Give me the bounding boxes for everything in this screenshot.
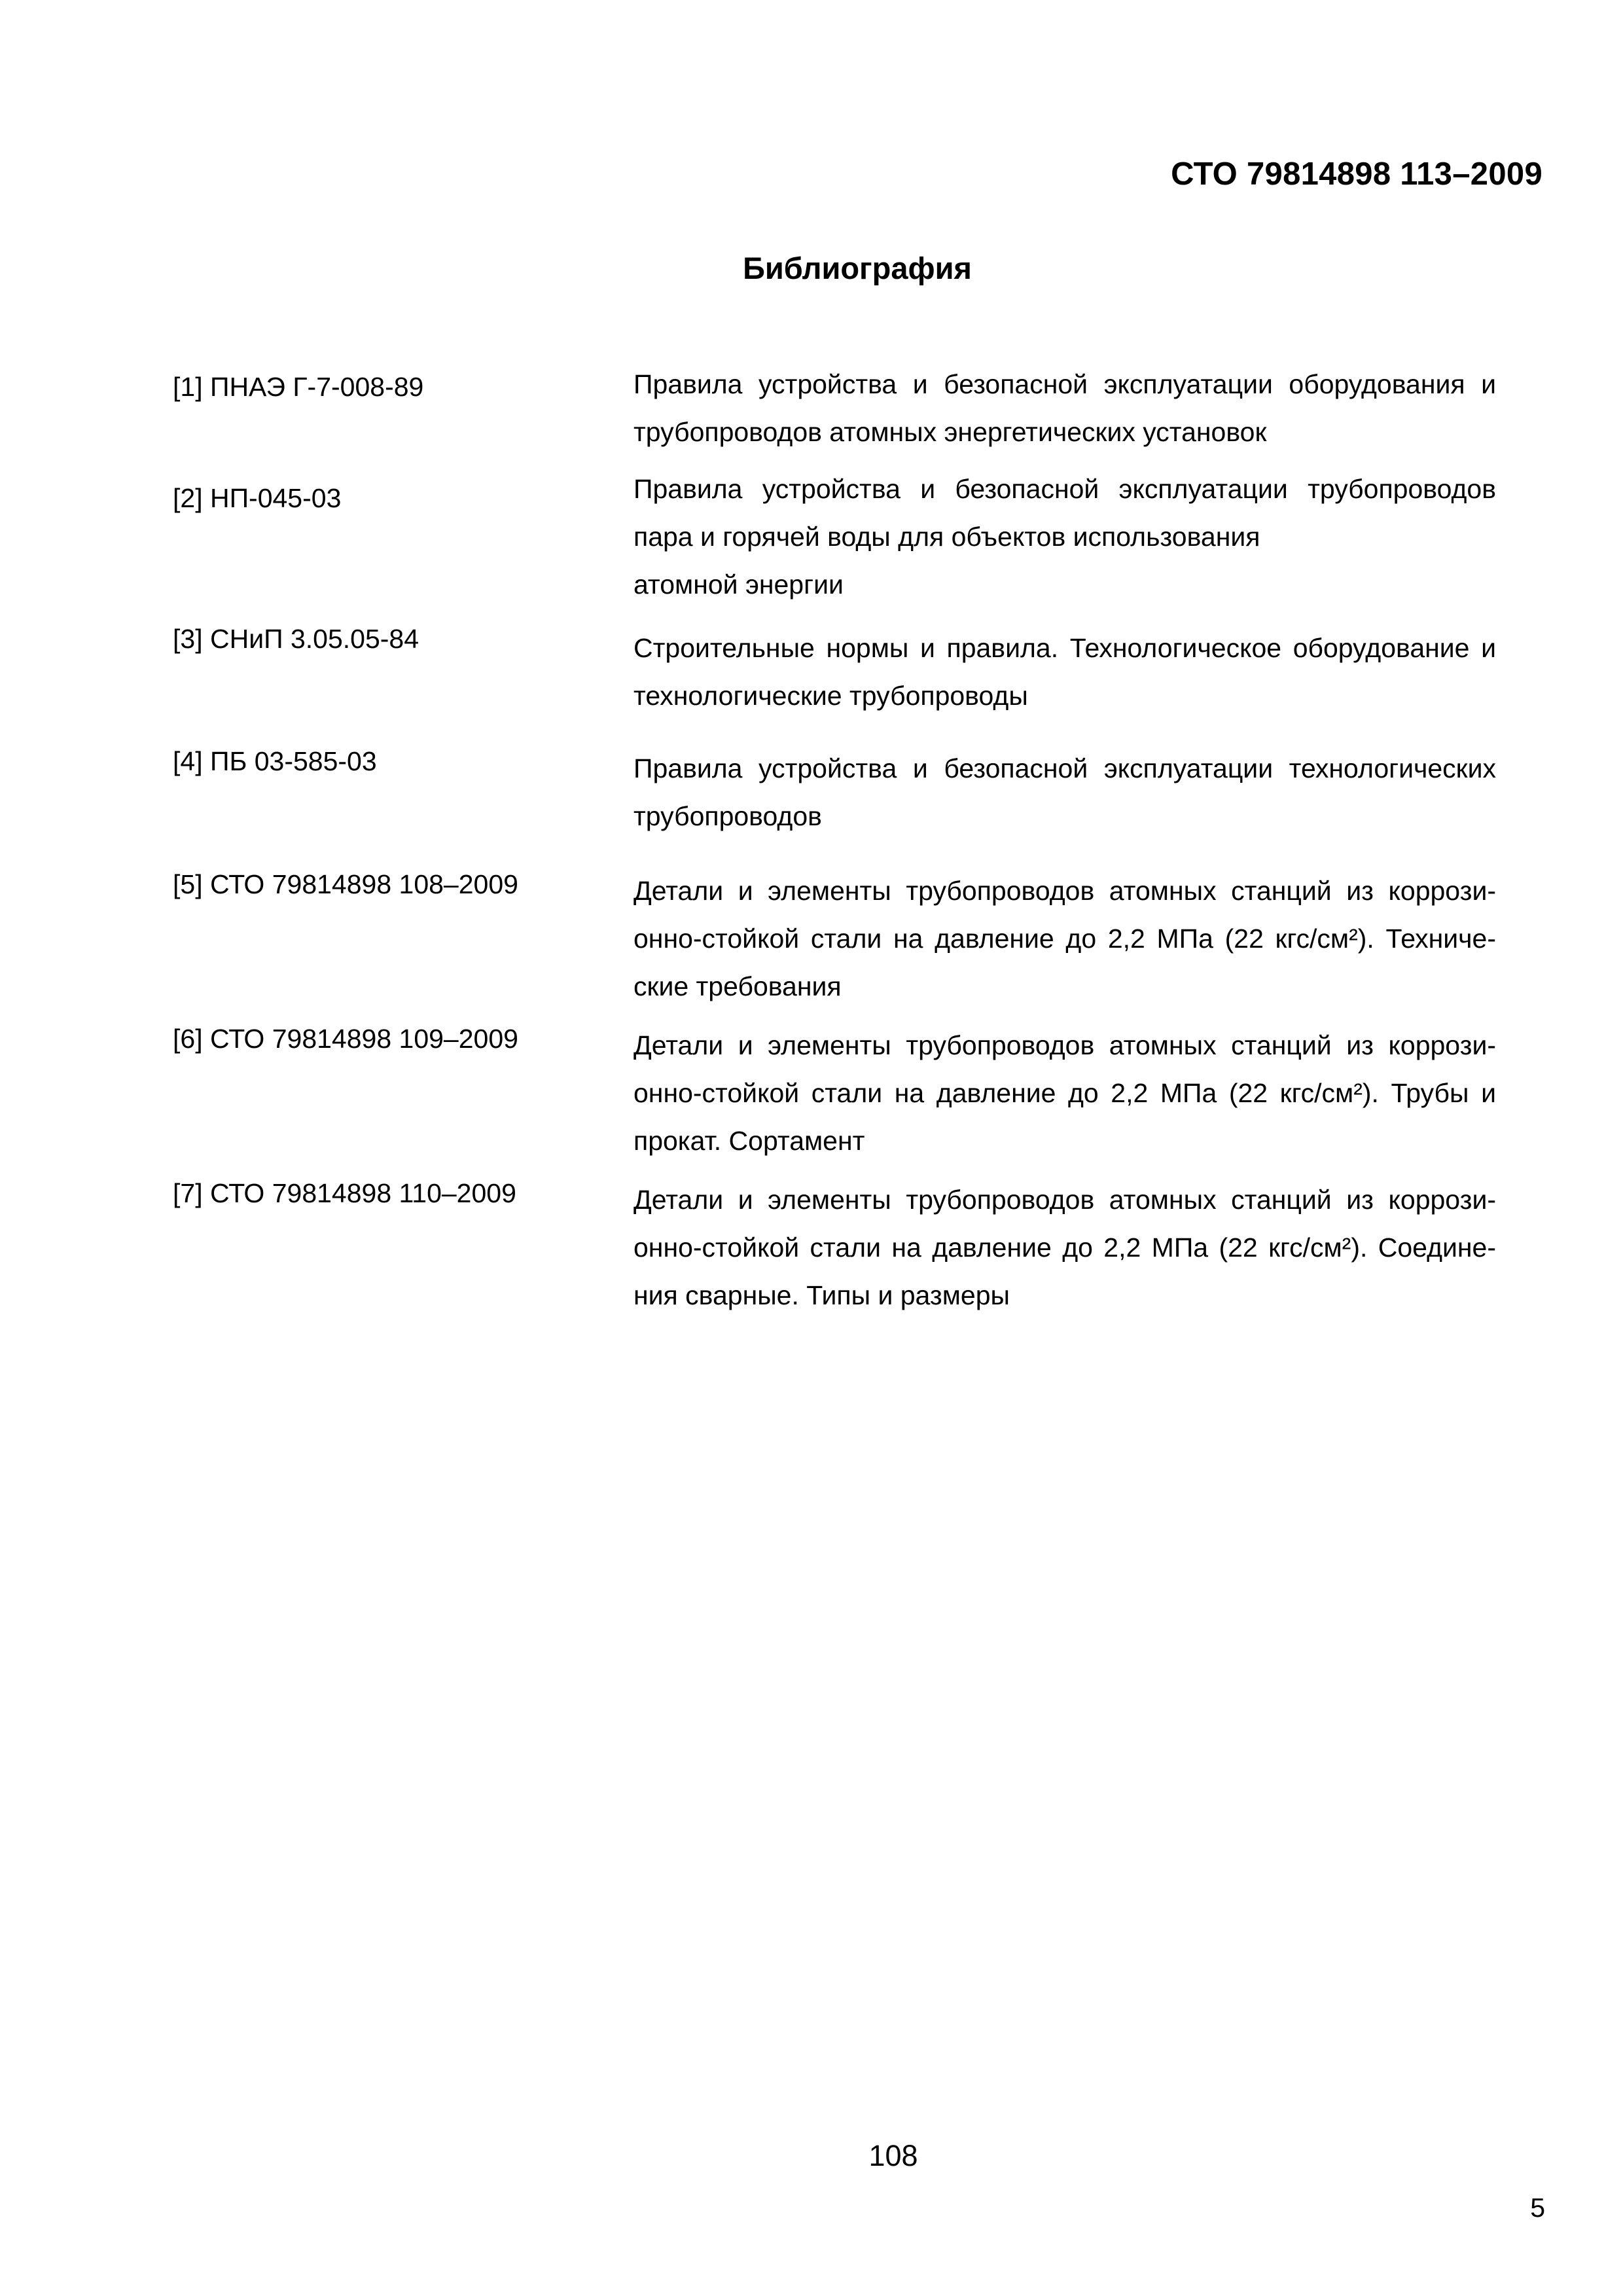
bibliography-title-line: трубопроводов xyxy=(633,801,822,831)
bibliography-ref: [5] СТО 79814898 108–2009 xyxy=(173,869,518,899)
bibliography-title-line: Правила устройства и безопасной эксплуатации оборудования и xyxy=(633,369,1496,399)
bibliography-ref: [2] НП-045-03 xyxy=(173,483,342,513)
bibliography-title xyxy=(633,465,1496,609)
bibliography-title-line: Детали и элементы трубопроводов атомных станций из коррози- xyxy=(633,1185,1496,1215)
bibliography-title-line: ские требования xyxy=(633,971,842,1001)
bibliography-title-line: онно-стойкой стали на давление до 2,2 МПа (22 кгс/см²). Соедине- xyxy=(633,1232,1496,1263)
bibliography-title-line: онно-стойкой стали на давление до 2,2 МПа (22 кгс/см²). Трубы и xyxy=(633,1078,1496,1108)
bibliography-title-line: онно-стойкой стали на давление до 2,2 МПа (22 кгс/см²). Техниче- xyxy=(633,924,1496,954)
bibliography-title-line: Правила устройства и безопасной эксплуатации технологических xyxy=(633,753,1496,783)
bibliography-title xyxy=(633,1022,1496,1165)
bibliography-title-line: Строительные нормы и правила. Технологическое оборудование и xyxy=(633,633,1496,663)
bibliography-title-line: Правила устройства и безопасной эксплуатации трубопроводов xyxy=(633,474,1496,504)
bibliography-title-line: прокат. Сортамент xyxy=(633,1126,865,1156)
bibliography-title xyxy=(633,624,1496,720)
bibliography-title-line: атомной энергии xyxy=(633,569,844,600)
bibliography-title-line: пара и горячей воды для объектов использования xyxy=(633,522,1260,552)
sheet-number: 5 xyxy=(1530,2193,1545,2223)
bibliography-title xyxy=(633,867,1496,1011)
bibliography-title-line: Детали и элементы трубопроводов атомных станций из коррози- xyxy=(633,1030,1496,1060)
bibliography-ref: [1] ПНАЭ Г-7-008-89 xyxy=(173,372,424,402)
bibliography-title-line: ния сварные. Типы и размеры xyxy=(633,1280,1010,1310)
bibliography-title-line: Детали и элементы трубопроводов атомных станций из коррози- xyxy=(633,876,1496,906)
page-number: 108 xyxy=(868,2139,918,2172)
bibliography-ref: [3] СНиП 3.05.05-84 xyxy=(173,624,419,654)
bibliography-title-line: трубопроводов атомных энергетических установок xyxy=(633,417,1267,447)
document-code: СТО 79814898 113–2009 xyxy=(1171,156,1543,192)
bibliography-ref: [7] СТО 79814898 110–2009 xyxy=(173,1178,516,1208)
bibliography-ref: [4] ПБ 03-585-03 xyxy=(173,746,377,776)
bibliography-title-line: технологические трубопроводы xyxy=(633,681,1028,711)
bibliography-title xyxy=(633,1176,1496,1319)
bibliography-title xyxy=(633,745,1496,840)
bibliography-title xyxy=(633,361,1496,456)
bibliography-ref: [6] СТО 79814898 109–2009 xyxy=(173,1024,518,1054)
section-title: Библиография xyxy=(743,251,972,285)
